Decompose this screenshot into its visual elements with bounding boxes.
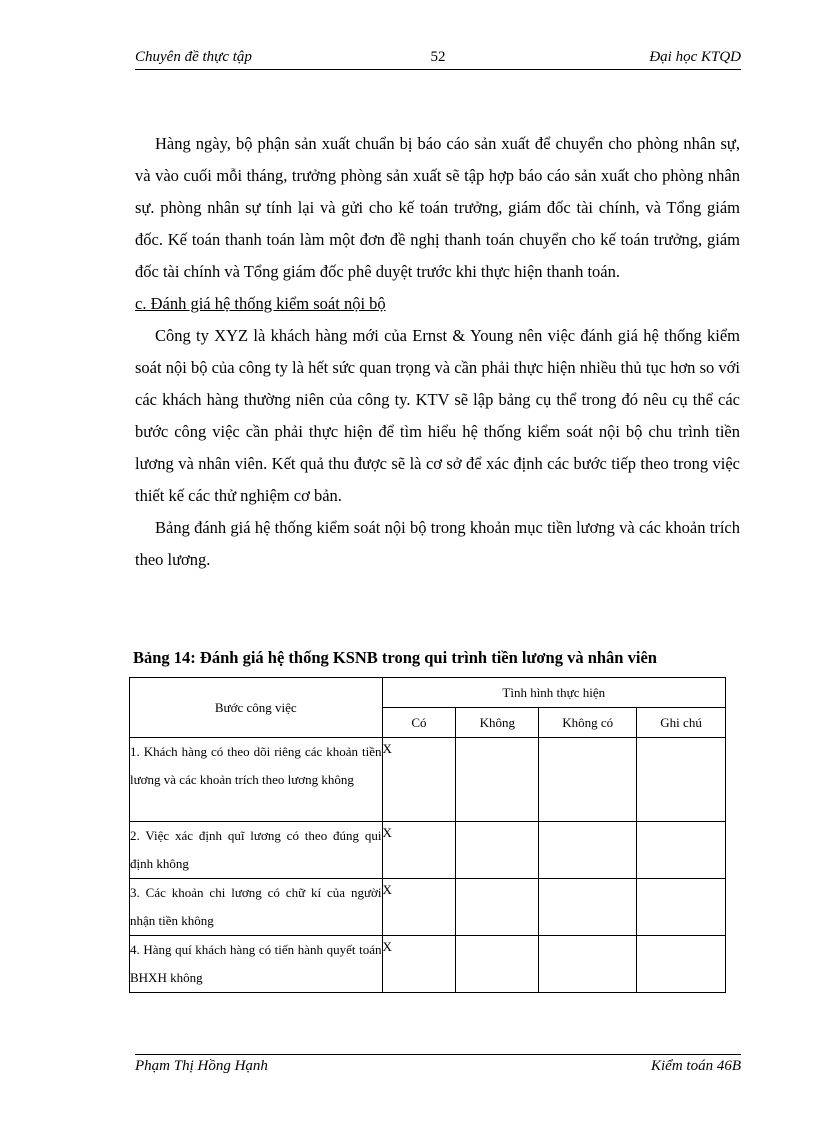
paragraph-internal-control: Công ty XYZ là khách hàng mới của Ernst & Young nên việc đánh giá hệ thống kiểm soát nội bộ của công ty là hết sức quan trọng và cần phải thực hiện nhiều thủ tục hơn so với các khách hàng thường niên của công ty. KTV sẽ lập bảng cụ thể trong đó nêu cụ thể các bước công việc cần phải thực hiện để tìm hiểu hệ thống kiểm soát nội bộ chu trình tiền lương và nhân viên. Kết quả thu được sẽ là cơ sở để xác định các bước tiếp theo trong việc thiết kế các thử nghiệm cơ bản. bbox=[135, 326, 740, 505]
row-co: X bbox=[382, 936, 456, 993]
evaluation-table bbox=[129, 677, 726, 993]
footer-class: Kiểm toán 46B bbox=[651, 1058, 741, 1074]
row-khong-co bbox=[539, 738, 637, 822]
row-co: X bbox=[382, 738, 456, 822]
row-task: 4. Hàng quí khách hàng có tiến hành quyết toán BHXH không bbox=[130, 936, 383, 993]
row-co: X bbox=[382, 879, 456, 936]
table-row bbox=[130, 822, 726, 879]
row-ghi-chu bbox=[637, 738, 726, 822]
section-heading: c. Đánh giá hệ thống kiểm soát nội bộ bbox=[135, 294, 386, 313]
footer-author: Phạm Thị Hồng Hạnh bbox=[135, 1058, 268, 1074]
document-body bbox=[135, 128, 740, 576]
header-khong-co: Không có bbox=[539, 708, 637, 738]
row-khong-co bbox=[539, 879, 637, 936]
row-ghi-chu bbox=[637, 822, 726, 879]
page-number: 52 bbox=[430, 49, 446, 65]
row-ghi-chu bbox=[637, 879, 726, 936]
table-row bbox=[130, 936, 726, 993]
header-co: Có bbox=[382, 708, 456, 738]
row-khong bbox=[456, 879, 539, 936]
header-khong: Không bbox=[456, 708, 539, 738]
row-co: X bbox=[382, 822, 456, 879]
row-khong bbox=[456, 738, 539, 822]
table-row bbox=[130, 879, 726, 936]
header-task: Bước công việc bbox=[130, 678, 383, 738]
row-khong-co bbox=[539, 936, 637, 993]
row-task: 3. Các khoản chi lương có chữ kí của người nhận tiền không bbox=[130, 879, 383, 936]
row-task: 2. Việc xác định quĩ lương có theo đúng qui định không bbox=[130, 822, 383, 879]
paragraph-payroll-process: Hàng ngày, bộ phận sản xuất chuẩn bị báo cáo sản xuất để chuyển cho phòng nhân sự, và vào cuối mỗi tháng, trưởng phòng sản xuất sẽ tập hợp báo cáo sản xuất cho phòng nhân sự. phòng nhân sự tính lại và gửi cho kế toán trưởng, giám đốc tài chính, và Tổng giám đốc. Kế toán thanh toán làm một đơn đề nghị thanh toán chuyển cho kế toán trưởng, giám đốc tài chính và Tổng giám đốc phê duyệt trước khi thực hiện thanh toán. bbox=[135, 134, 740, 281]
row-khong-co bbox=[539, 822, 637, 879]
header-ghi-chu: Ghi chú bbox=[637, 708, 726, 738]
header-document-title: Chuyên đề thực tập bbox=[135, 49, 252, 65]
row-khong bbox=[456, 936, 539, 993]
page-footer bbox=[135, 1054, 741, 1077]
row-task: 1. Khách hàng có theo dõi riêng các khoản tiền lương và các khoản trích theo lương không bbox=[130, 738, 383, 822]
table-row bbox=[130, 738, 726, 822]
header-university: Đại học KTQD bbox=[649, 49, 741, 65]
page-header bbox=[135, 49, 741, 70]
table-caption: Bảng 14: Đánh giá hệ thống KSNB trong qui trình tiền lương và nhân viên bbox=[133, 648, 657, 667]
row-khong bbox=[456, 822, 539, 879]
row-ghi-chu bbox=[637, 936, 726, 993]
paragraph-table-intro: Bảng đánh giá hệ thống kiểm soát nội bộ trong khoản mục tiền lương và các khoản trích theo lương. bbox=[135, 518, 740, 569]
header-status-group: Tình hình thực hiện bbox=[382, 678, 725, 708]
